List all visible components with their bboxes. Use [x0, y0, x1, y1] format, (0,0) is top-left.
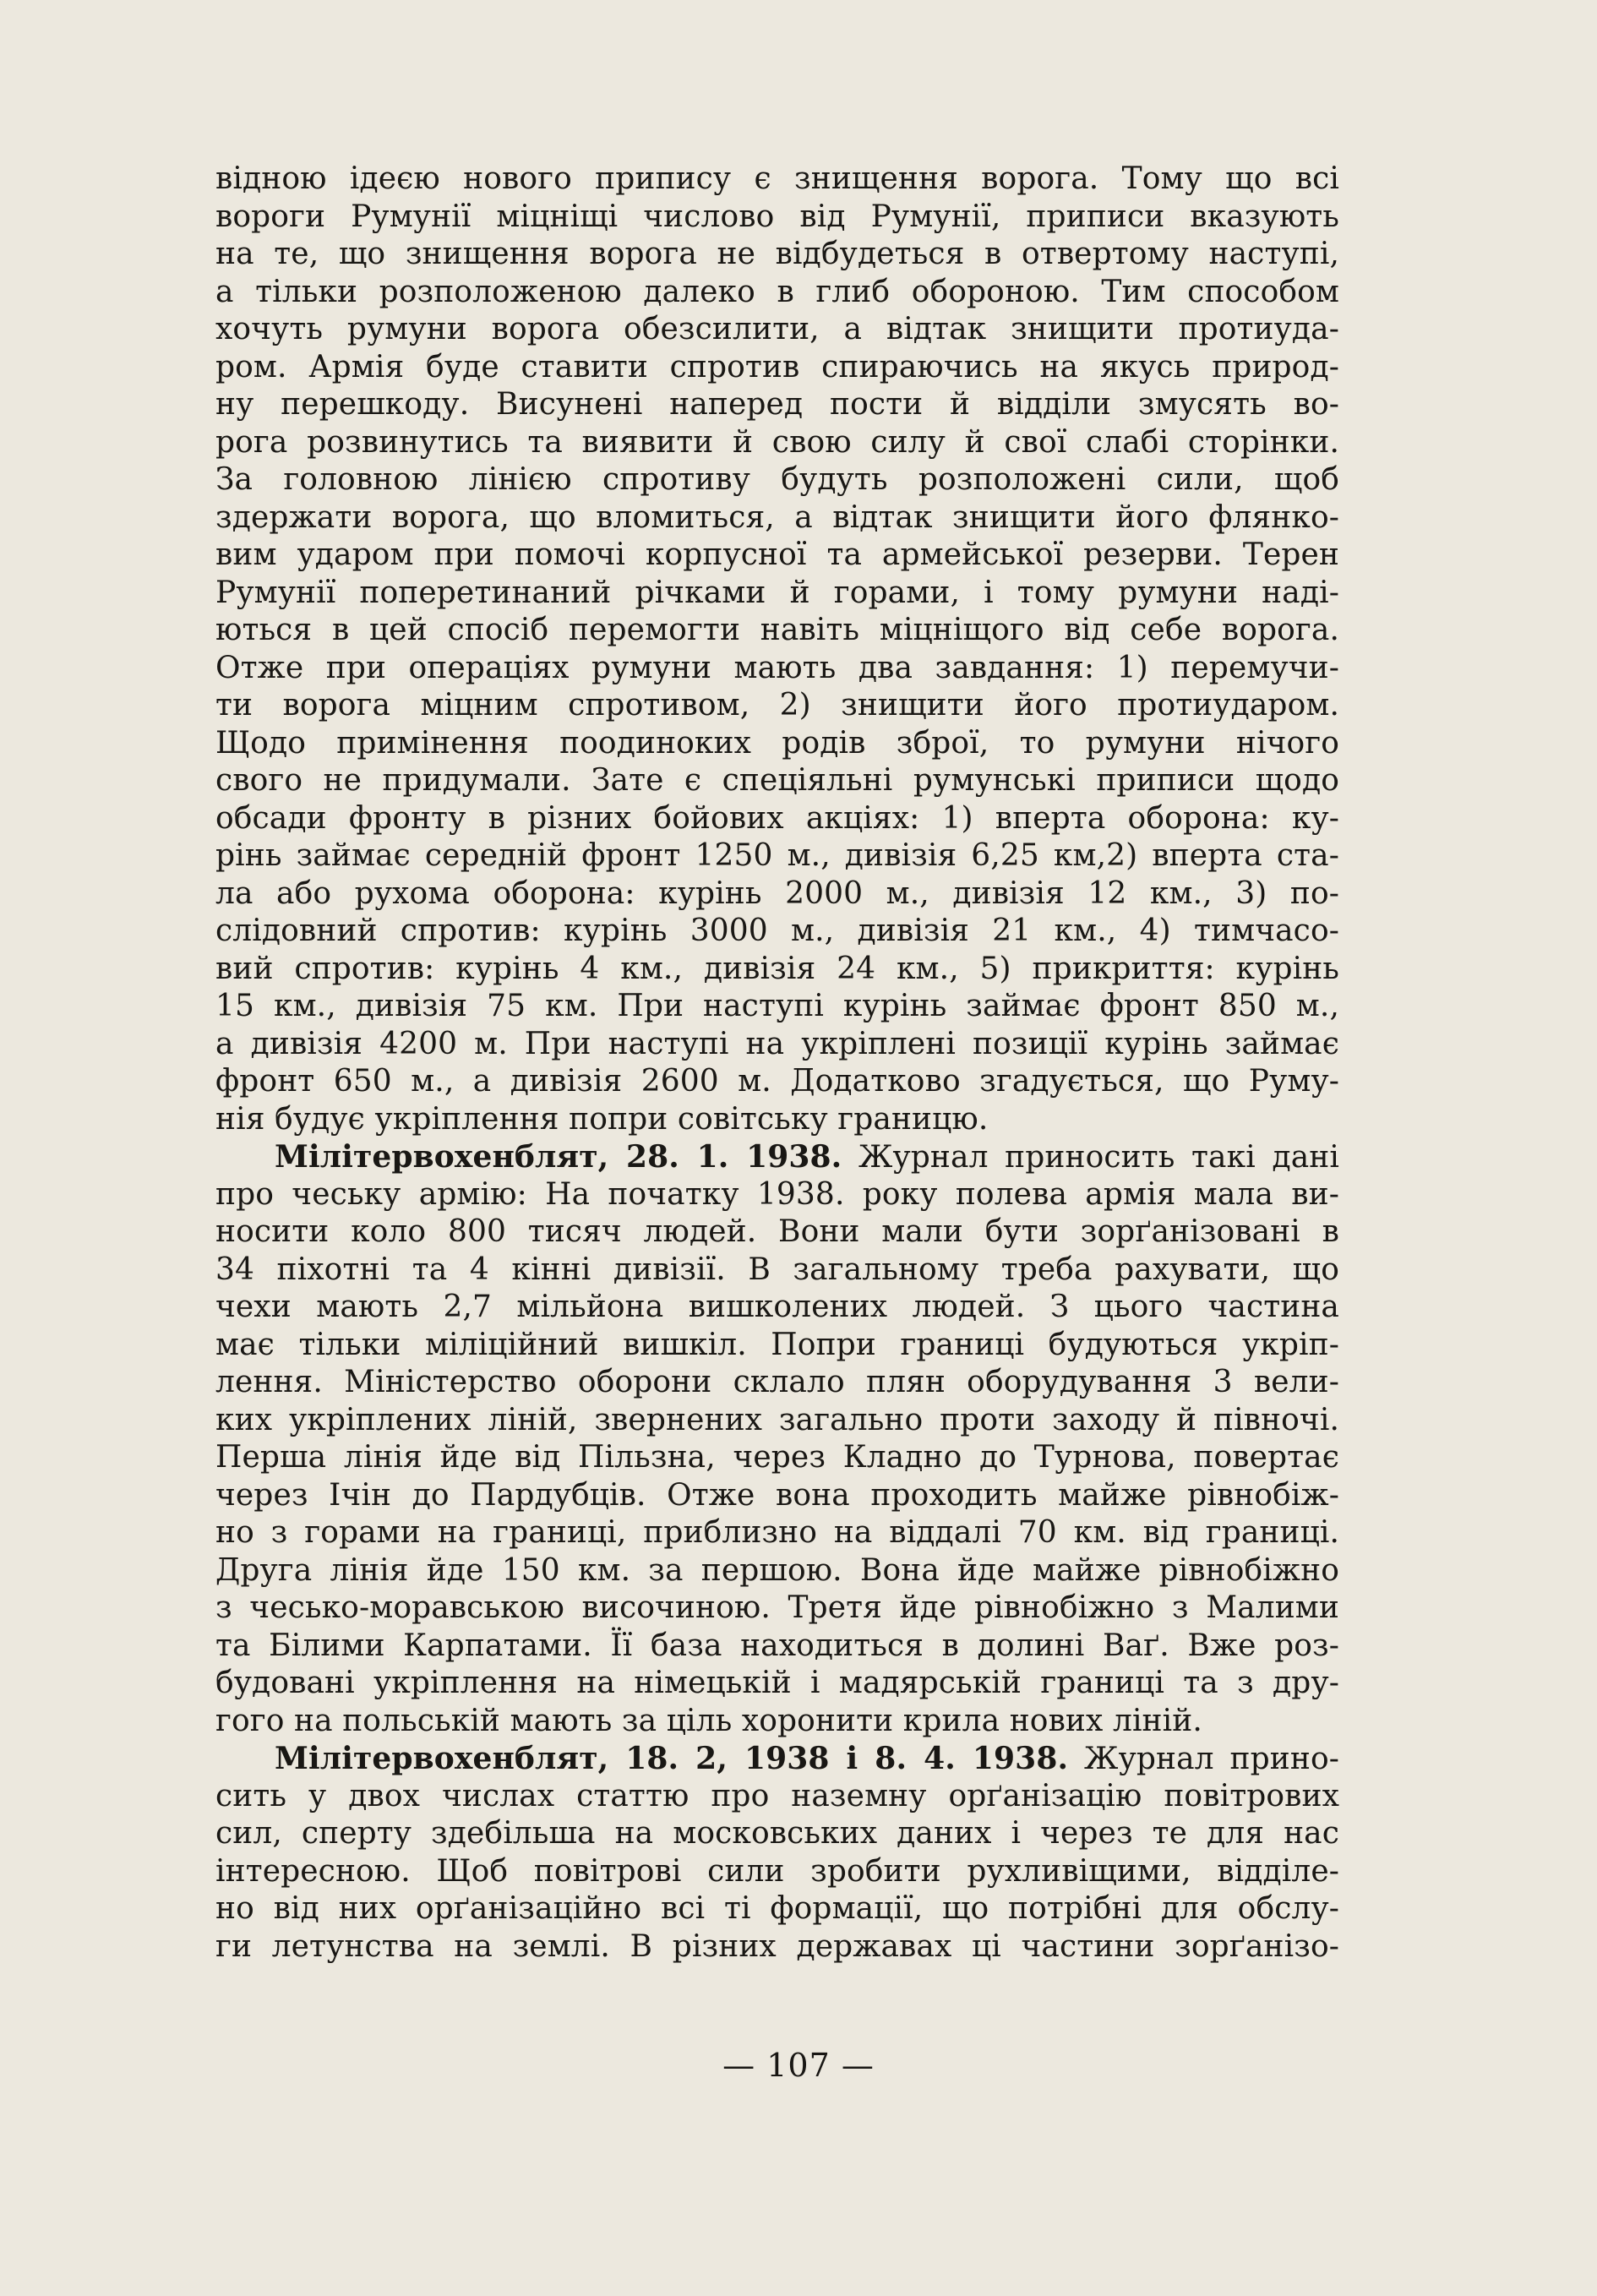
source-heading: Мілітервохенблят, 28. 1. 1938. [275, 1139, 842, 1175]
text-line: носити коло 800 тисяч людей. Вони мали бути зорґанізовані в [215, 1214, 1339, 1249]
text-line: відною ідеєю нового припису є знищення ворога. Тому що всі [215, 161, 1339, 196]
text-line: сил, сперту здебільша на московських даних і через те для нас [215, 1816, 1339, 1851]
text-line: гого на польській мають за ціль хоронити крила нових ліній. [215, 1703, 1202, 1738]
text-line: має тільки міліційний вишкіл. Попри границі будуються укріп- [215, 1327, 1339, 1362]
text-line: но від них орґанізаційно всі ті формації, що потрібні для обслу- [215, 1891, 1339, 1926]
text-line: свого не придумали. Зате є спеціяльні румунські приписи щодо [215, 763, 1339, 798]
text-line: рінь займає середній фронт 1250 м., дивізія 6,25 км,2) вперта ста- [215, 838, 1339, 873]
text-line: хочуть румуни ворога обезсилити, а відтак знищити протиуда- [215, 312, 1339, 346]
text-line: нія будує укріплення попри совітську границю. [215, 1101, 989, 1137]
text-line: з чесько-моравською височиною. Третя йде рівнобіжно з Малими [215, 1590, 1339, 1625]
text-line: та Білими Карпатами. Її база находиться в долині Ваґ. Вже роз- [215, 1628, 1339, 1663]
text-line: чехи мають 2,7 мільйона вишколених людей. З цього частина [215, 1290, 1339, 1324]
text-line: ти ворога міцним спротивом, 2) знищити його протиударом. [215, 688, 1339, 723]
text-line: Друга лінія йде 150 км. за першою. Вона йде майже рівнобіжно [215, 1552, 1339, 1588]
text-line: 34 піхотні та 4 кінні дивізії. В загальному треба рахувати, що [215, 1252, 1339, 1287]
text-line-fragment: Журнал приносить такі дані [858, 1140, 1339, 1175]
text-line: Щодо примінення поодиноких родів зброї, то румуни нічого [215, 725, 1339, 761]
text-line: а дивізія 4200 м. При наступі на укріплені позиції курінь займає [215, 1026, 1339, 1061]
text-line: будовані укріплення на німецькій і мадярській границі та з дру- [215, 1666, 1339, 1700]
text-line: фронт 650 м., а дивізія 2600 м. Додатково згадується, що Руму- [215, 1064, 1339, 1099]
text-line: ких укріплених ліній, звернених загально проти заходу й півночі. [215, 1402, 1339, 1437]
text-line: через Ічін до Пардубців. Отже вона проходить майже рівнобіж- [215, 1477, 1339, 1513]
paragraph-lead-line [215, 1138, 1339, 1176]
source-heading: Мілітервохенблят, 18. 2, 1938 і 8. 4. 1938. [275, 1741, 1069, 1776]
text-line: слідовний спротив: курінь 3000 м., дивізія 21 км., 4) тимчасо- [215, 913, 1339, 948]
text-line: ги летунства на землі. В різних державах ці частини зорґанізо- [215, 1928, 1339, 1964]
text-line: За головною лінією спротиву будуть розположені сили, щоб [215, 462, 1339, 497]
text-line-fragment: Журнал прино- [1084, 1742, 1339, 1776]
paragraph-lead-line [215, 1740, 1339, 1778]
text-line: Румунії поперетинаний річками й горами, і тому румуни наді- [215, 575, 1339, 610]
text-line: сить у двох числах статтю про наземну орґанізацію повітрових [215, 1778, 1339, 1813]
text-line: ла або рухома оборона: курінь 2000 м., дивізія 12 км., 3) по- [215, 875, 1339, 911]
text-line: лення. Міністерство оборони склало плян оборудування 3 вели- [215, 1365, 1339, 1399]
text-line: вим ударом при помочі корпусної та армейської резерви. Терен [215, 537, 1339, 572]
text-line: про чеську армію: На початку 1938. року полева армія мала ви- [215, 1176, 1339, 1212]
text-line: вий спротив: курінь 4 км., дивізія 24 км., 5) прикриття: курінь [215, 951, 1339, 986]
text-line: на те, що знищення ворога не відбудеться в отвертому наступі, [215, 237, 1339, 271]
text-line: Перша лінія йде від Пільзна, через Кладно до Турнова, повертає [215, 1440, 1339, 1475]
text-line: інтересною. Щоб повітрові сили зробити рухливіщими, відділе- [215, 1853, 1339, 1889]
text-line: обсади фронту в різних бойових акціях: 1) вперта оборона: ку- [215, 800, 1339, 836]
text-line: вороги Румунії міцніщі числово від Румунії, приписи вказують [215, 199, 1339, 234]
text-line: рога розвинутись та виявити й свою силу й свої слабі сторінки. [215, 424, 1339, 460]
text-line: ну перешкоду. Висунені наперед пости й відділи змусять во- [215, 387, 1339, 422]
text-line: ром. Армія буде ставити спротив спираючись на якусь природ- [215, 349, 1339, 384]
text-line: здержати ворога, що вломиться, а відтак знищити його флянко- [215, 499, 1339, 535]
body-text [215, 161, 1339, 2045]
text-line: ються в цей спосіб перемогти навіть міцніщого від себе ворога. [215, 613, 1339, 647]
text-line: 15 км., дивізія 75 км. При наступі курінь займає фронт 850 м., [215, 989, 1339, 1023]
page-number: — 107 — [722, 2047, 875, 2084]
text-line: но з горами на границі, приблизно на віддалі 70 км. від границі. [215, 1515, 1339, 1550]
text-line: Отже при операціях румуни мають два завдання: 1) перемучи- [215, 650, 1339, 685]
text-line: а тільки розположеною далеко в глиб обороною. Тим способом [215, 274, 1339, 309]
